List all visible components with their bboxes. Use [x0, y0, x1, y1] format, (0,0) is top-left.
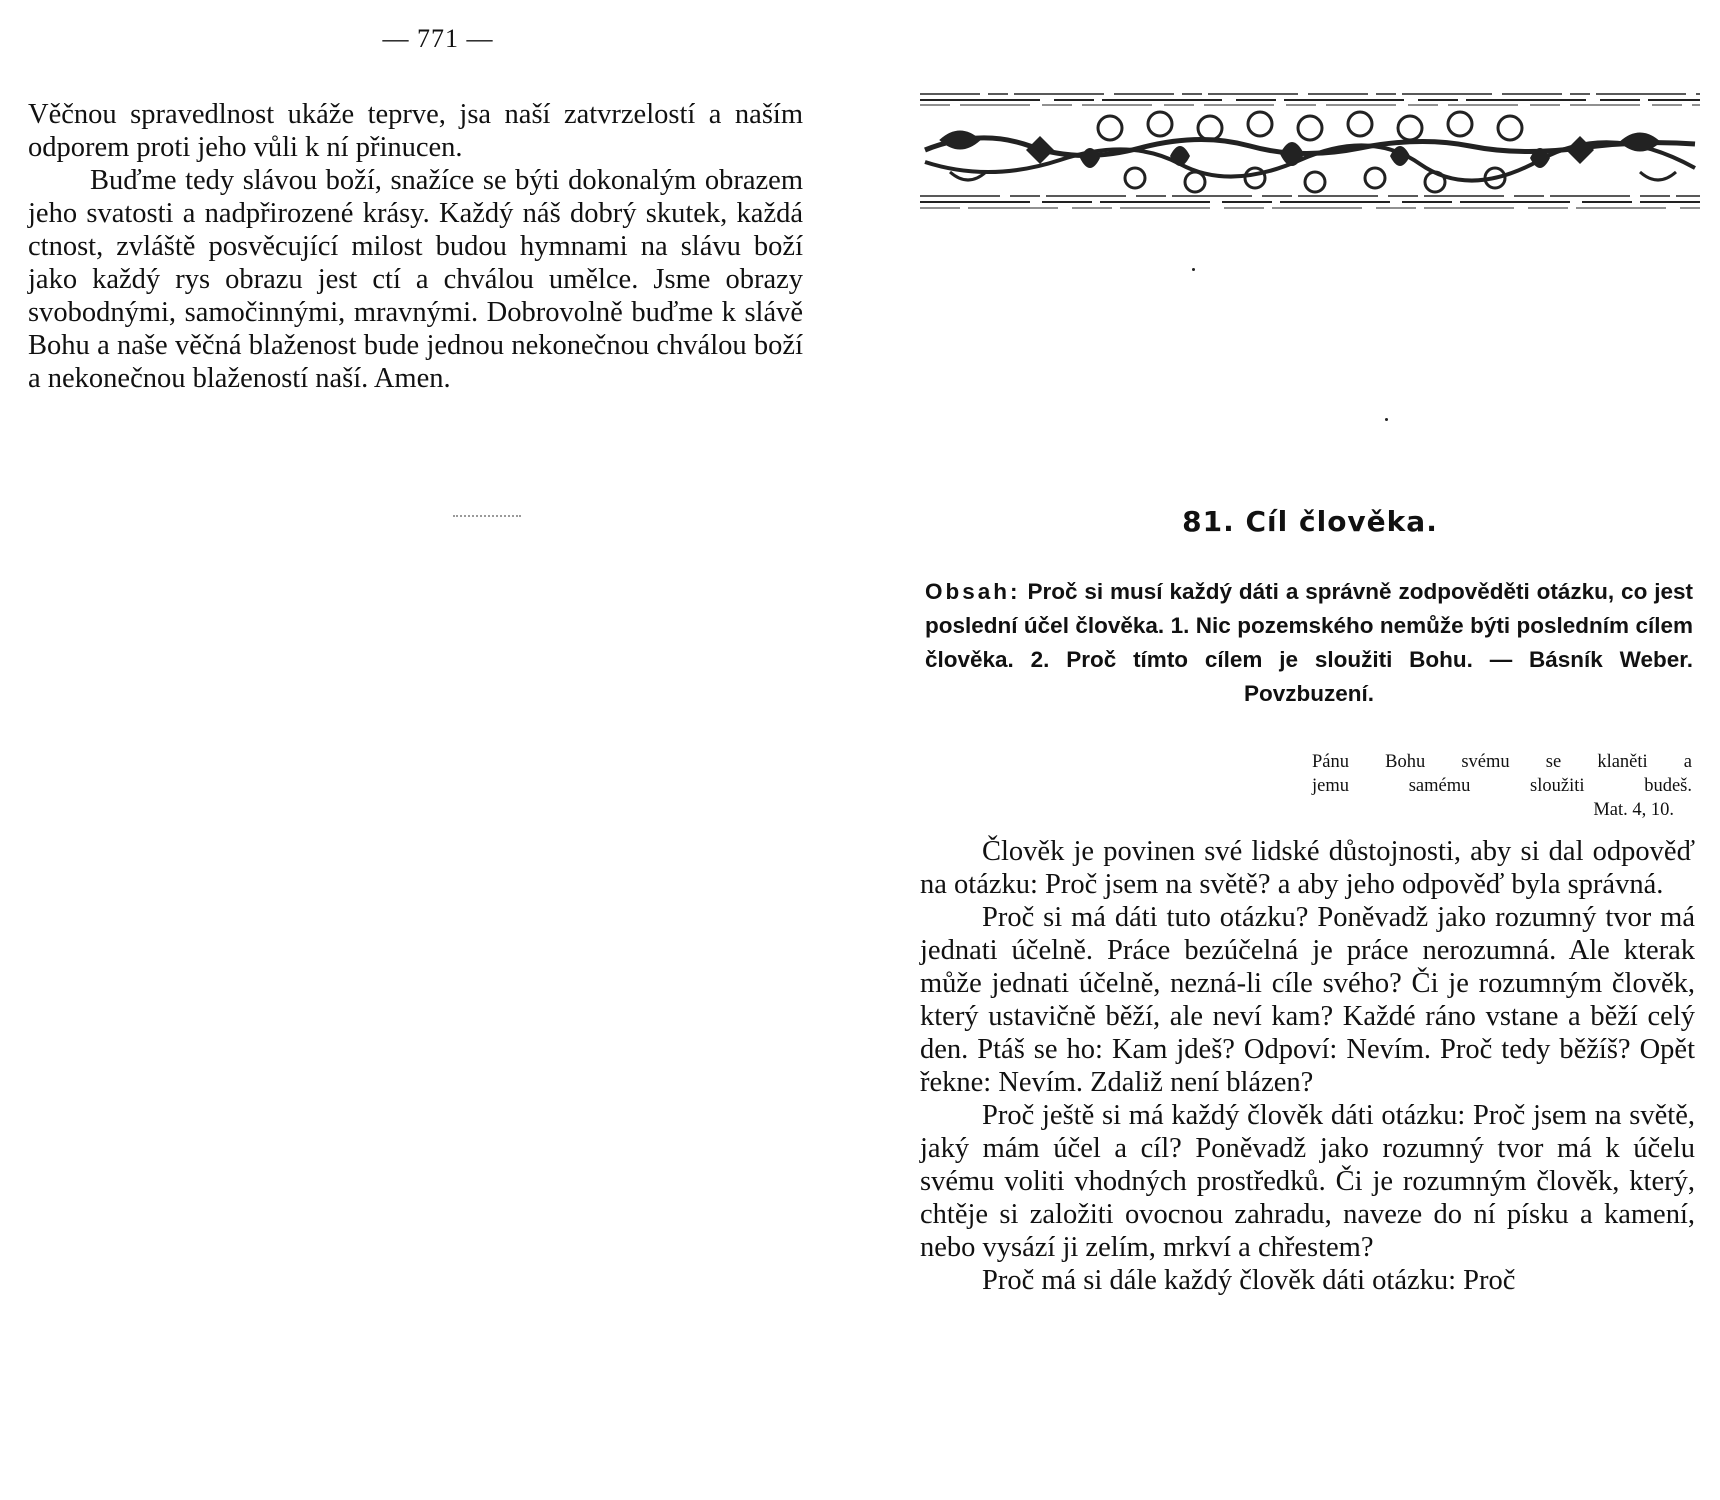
- paragraph: Člověk je povinen své lidské důstojnosti, aby si dal odpověď na otázku: Proč jsem na světě? a aby jeho odpověď byla správná.: [920, 836, 1695, 900]
- decorative-ornament-band: [920, 88, 1700, 228]
- paragraph: Proč si má dáti tuto otázku? Poněvadž jako rozumný tvor má jednati účelně. Práce bezúčelná je práce nerozumná. Ale kterak může jednati účelně, nezná-li cíle svého? Či je rozumným člověk, který ustavičně běží, ale neví kam? Každé ráno vstane a běží celý den. Ptáš se ho: Kam jdeš? Odpoví: Nevím. Proč tedy běžíš? Opět řekne: Nevím. Zdaliž není blázen?: [920, 902, 1695, 1098]
- epigraph-line: jemu samému sloužiti budeš.: [1312, 776, 1692, 796]
- chapter-title: 81. Cíl člověka.: [1182, 505, 1438, 538]
- summary-label: Obsah:: [925, 579, 1021, 604]
- epigraph-line: Pánu Bohu svému se klaněti a: [1312, 752, 1692, 772]
- left-page-text: [28, 98, 803, 395]
- stray-mark: [1192, 268, 1195, 271]
- epigraph-reference: Mat. 4, 10.: [1593, 800, 1674, 820]
- right-page-text: [920, 835, 1695, 1297]
- right-page: [920, 0, 1700, 1500]
- page-number: — 771 —: [382, 24, 494, 53]
- stray-mark: [1385, 418, 1388, 421]
- paragraph: Proč ještě si má každý člověk dáti otázku: Proč jsem na světě, jaký mám účel a cíl? Poněvadž jako rozumný tvor má k účelu svému voliti vhodných prostředků. Či je rozumným člověk, který, chtěje si založiti ovocnou zahradu, naveze do ní písku a kamení, nebo vysází ji zelím, mrkví a chřestem?: [920, 1100, 1695, 1263]
- left-page: [28, 0, 803, 1500]
- section-end-mark: [453, 515, 521, 517]
- paragraph: Buďme tedy slávou boží, snažíce se býti dokonalým obrazem jeho svatosti a nadpřirozené krásy. Každý náš dobrý skutek, každá ctnost, zvláště posvěcující milost budou hymnami na slávu boží jako každý rys obrazu jest ctí a chválou umělce. Jsme obrazy svobodnými, samočinnými, mravnými. Dobrovolně buďme k slávě Bohu a naše věčná blaženost bude jednou nekonečnou chválou boží a nekonečnou blažeností naší. Amen.: [28, 165, 803, 394]
- summary-text: Proč si musí každý dáti a správně zodpověděti otázku, co jest poslední účel člověka. 1. Nic pozemského nemůže býti posledním cílem člověka. 2. Proč tímto cílem je sloužiti Bohu. — Básník Weber. Povzbuzení.: [925, 579, 1693, 706]
- paragraph: Věčnou spravedlnost ukáže teprve, jsa naší zatvrzelostí a naším odporem proti jeho vůli k ní přinucen.: [28, 99, 803, 163]
- epigraph: [1312, 750, 1692, 822]
- chapter-summary: [925, 575, 1693, 711]
- paragraph: Proč má si dále každý člověk dáti otázku: Proč: [982, 1265, 1516, 1296]
